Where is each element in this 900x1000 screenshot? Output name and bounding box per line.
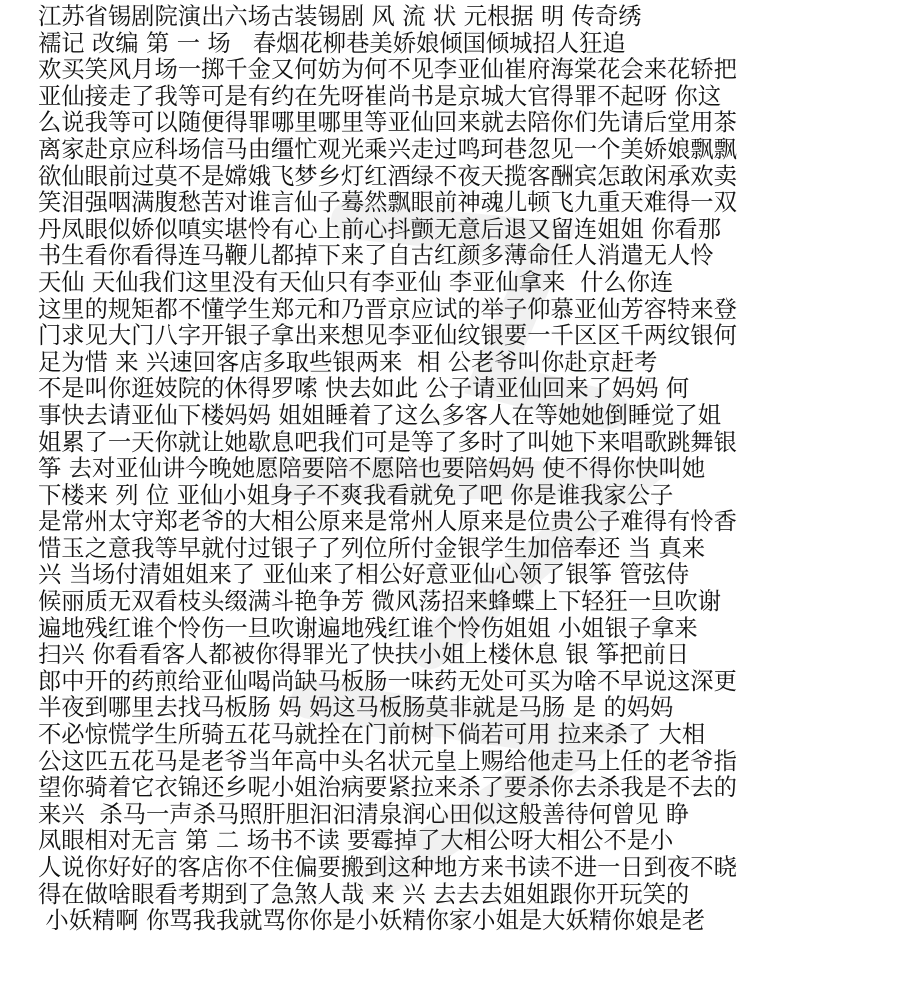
text-line: 候丽质无双看枝头缀满斗艳争芳 微风荡招来蜂蝶上下轻狂一旦吹谢 [38,588,722,616]
text-line: 足为惜 来 兴速回客店多取些银两来 相 公老爷叫你赴京赶考 [38,348,658,376]
text-line: 不必惊慌学生所骑五花马就拴在门前树下倘若可用 拉来杀了 大相 [38,721,706,749]
text-line: 半夜到哪里去找马板肠 妈 妈这马板肠莫非就是马肠 是 的妈妈 [38,694,674,722]
text-line: 么说我等可以随便得罪哪里哪里等亚仙回来就去陪你们先请后堂用茶 [38,109,737,137]
text-line: 离家赴京应科场信马由缰忙观光乘兴走过鸣珂巷忽见一个美娇娘飘飘 [38,135,737,163]
text-line: 欲仙眼前过莫不是嫦娥飞梦乡灯红酒绿不夜天揽客酬宾怎敢闲承欢卖 [38,162,737,190]
text-line: 得在做啥眼看考期到了急煞人哉 来 兴 去去去姐姐跟你开玩笑的 [38,880,690,908]
text-line: 姐累了一天你就让她歇息吧我们可是等了多时了叫她下来唱歌跳舞银 [38,428,737,456]
text-line: 筝 去对亚仙讲今晚她愿陪要陪不愿陪也要陪妈妈 使不得你快叫她 [38,455,706,483]
text-line: 不是叫你逛妓院的休得罗嗦 快去如此 公子请亚仙回来了妈妈 何 [38,375,690,403]
text-line: 下楼来 列 位 亚仙小姐身子不爽我看就免了吧 你是谁我家公子 [38,481,674,509]
text-line: 兴 当场付清姐姐来了 亚仙来了相公好意亚仙心领了银筝 管弦侍 [38,561,690,589]
text-line: 公这匹五花马是老爷当年高中头名状元皇上赐给他走马上任的老爷指 [38,747,737,775]
text-line: 人说你好好的客店你不住偏要搬到这种地方来书读不进一日到夜不晓 [38,854,737,881]
text-line: 扫兴 你看看客人都被你得罪光了快扶小姐上楼休息 银 筝把前日 [38,641,690,669]
text-line: 天仙 天仙我们这里没有天仙只有李亚仙 李亚仙拿来 什么你连 [38,268,674,296]
text-line: 襦记 改编 第 一 场 春烟花柳巷美娇娘倾国倾城招人狂追 [38,29,626,57]
text-line: 这里的规矩都不懂学生郑元和乃晋京应试的举子仰慕亚仙芳容特来登 [38,295,737,323]
text-line: 笑泪强咽满腹愁苦对谁言仙子蓦然飘眼前神魂儿顿飞九重天难得一双 [38,189,737,217]
text-line: 江苏省锡剧院演出六场古装锡剧 风 流 状 元根据 明 传奇绣 [38,3,642,30]
script-text-block [38,4,898,935]
text-line: 小妖精啊 你骂我我就骂你你是小妖精你家小姐是大妖精你娘是老 [38,907,706,935]
text-line: 望你骑着它衣锦还乡呢小姐治病要紧拉来杀了要杀你去杀我是不去的 [38,774,737,802]
text-line: 遍地残红谁个怜伤一旦吹谢遍地残红谁个怜伤姐姐 小姐银子拿来 [38,614,698,642]
text-line: 郎中开的药煎给亚仙喝尚缺马板肠一味药无处可买为啥不早说这深更 [38,667,737,695]
text-line: 门求见大门八字开银子拿出来想见李亚仙纹银要一千区区千两纹银何 [38,322,737,350]
text-line: 丹凤眼似娇似嗔实堪怜有心上前心抖颤无意后退又留连姐姐 你看那 [38,215,722,243]
text-line: 欢买笑风月场一掷千金又何妨为何不见李亚仙崔府海棠花会来花轿把 [38,56,737,84]
text-line: 凤眼相对无言 第 二 场书不读 要霉掉了大相公呀大相公不是小 [38,827,674,855]
text-line: 书生看你看得连马鞭儿都掉下来了自古红颜多薄命任人消遣无人怜 [38,242,714,270]
text-line: 来兴 杀马一声杀马照肝胆汩汩清泉润心田似这般善待何曾见 睁 [38,800,690,828]
text-line: 惜玉之意我等早就付过银子了列位所付金银学生加倍奉还 当 真来 [38,534,706,562]
text-line: 亚仙接走了我等可是有约在先呀崔尚书是京城大官得罪不起呀 你这 [38,82,722,110]
text-line: 事快去请亚仙下楼妈妈 姐姐睡着了这么多客人在等她她倒睡觉了姐 [38,401,722,429]
text-line: 是常州太守郑老爷的大相公原来是常州人原来是位贵公子难得有怜香 [38,508,737,536]
